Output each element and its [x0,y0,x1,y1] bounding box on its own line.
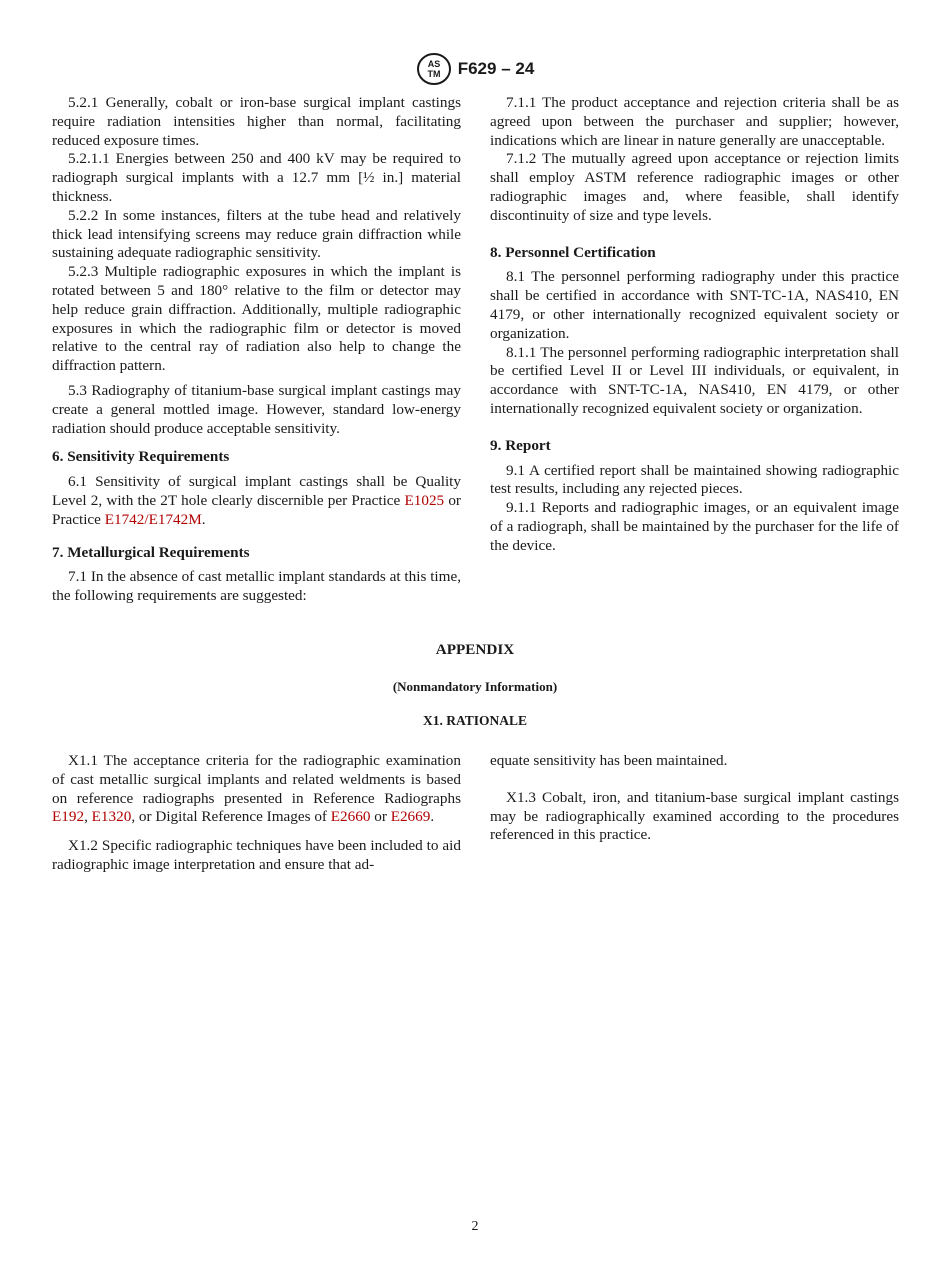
paragraph-x1-1-text-e: . [430,808,435,826]
page-number: 2 [471,1219,479,1234]
paragraph-5-2-1: 5.2.1 Generally, cobalt or iron-base surgical implant castings require radiation intensities higher than normal, facilitating reduced exposure times. [52,94,461,149]
paragraph-5-2-2: 5.2.2 In some instances, filters at the tube head and relatively thick lead intensifying screens may reduce grain diffraction while sustaining adequate radiographic sensitivity. [52,206,461,262]
paragraph-5-2-3: 5.2.3 Multiple radiographic exposures in which the implant is rotated between 5 and 180° relative to the film or detector may help reduce grain diffraction. Additionally, multiple radiographic exposures in which the radiographic film or detector is moved relative to the central ray of radiation also help to change the diffraction pattern. [52,263,461,375]
astm-logo-icon [416,52,452,86]
svg-text:AS: AS [427,59,440,69]
paragraph-6-1-text-b: or Practice [52,491,461,528]
link-e2669[interactable]: E2669 [390,808,431,826]
section-6-heading: 6. Sensitivity Requirements [52,448,230,466]
paragraph-x1-1 [52,752,461,827]
paragraph-7-1-1: 7.1.1 The product acceptance and rejection criteria shall be as agreed upon between the purchaser and supplier; however, indications which are linear in nature generally are unacceptable. [490,94,899,149]
section-8-heading: 8. Personnel Certification [490,243,656,261]
link-e1025[interactable]: E1025 [404,491,445,509]
link-e1320[interactable]: E1320 [91,808,132,826]
paragraph-x1-1-text-a: X1.1 The acceptance criteria for the radiographic examination of cast metallic surgical implants and related weldments is based on reference radiographs presented in Reference Radiographs [52,752,461,807]
paragraph-6-1-text-c: . [201,510,206,528]
paragraph-9-1: 9.1 A certified report shall be maintained showing radiographic test results, including any rejected pieces. [490,461,899,498]
appendix-left-column [52,752,461,875]
paragraph-6-1-text-a: 6.1 Sensitivity of surgical implant castings shall be Quality Level 2, with the 2T hole clearly discernible per Practice [52,473,461,509]
paragraph-9-1-1: 9.1.1 Reports and radiographic images, or an equivalent image of a radiograph, shall be maintained by the purchaser for the life of the device. [490,499,899,554]
appendix-title: APPENDIX [435,641,515,658]
page-header [0,52,950,86]
section-9-heading: 9. Report [490,436,551,454]
appendix-subtitle: (Nonmandatory Information) [392,679,558,694]
appendix-right-column [490,752,899,845]
appendix-x1-title: X1. RATIONALE [422,713,527,728]
standard-designation: F629 – 24 [457,59,535,78]
link-e192[interactable]: E192 [52,808,85,826]
link-e1742[interactable]: E1742/E1742M [104,510,202,528]
paragraph-8-1-1: 8.1.1 The personnel performing radiographic interpretation shall be certified Level II or Level III individuals, or equivalent, in accordance with SNT-TC-1A, NAS410, EN 4179, or other internationally recognized equivalent society or organization. [490,343,899,417]
left-column [52,94,461,606]
paragraph-x1-3: X1.3 Cobalt, iron, and titanium-base surgical implant castings may be radiographically examined according to the procedures referenced in this practice. [490,788,899,844]
paragraph-7-1: 7.1 In the absence of cast metallic implant standards at this time, the following requirements are suggested: [52,568,461,605]
paragraph-6-1 [52,473,461,529]
section-7-heading: 7. Metallurgical Requirements [52,543,250,561]
paragraph-x1-1-text-b: , [84,808,92,826]
paragraph-5-3: 5.3 Radiography of titanium-base surgical implant castings may create a general mottled image. However, standard low-energy radiation should produce acceptable sensitivity. [52,381,461,437]
paragraph-8-1: 8.1 The personnel performing radiography under this practice shall be certified in accordance with SNT-TC-1A, NAS410, EN 4179, or other internationally recognized equivalent society or organization. [490,268,899,342]
right-column [490,94,899,556]
svg-text:TM: TM [427,69,441,79]
paragraph-x1-1-text-c: , or Digital Reference Images of [131,808,331,826]
link-e2660[interactable]: E2660 [330,808,371,826]
paragraph-7-1-2: 7.1.2 The mutually agreed upon acceptance or rejection limits shall employ ASTM reference radiographic images or other radiographic images and, where feasible, shall identify discontinuity of size and type levels. [490,150,899,224]
paragraph-x1-1-text-d: or [370,808,391,826]
paragraph-x1-2-continued: equate sensitivity has been maintained. [490,752,728,769]
paragraph-x1-2: X1.2 Specific radiographic techniques have been included to aid radiographic image interpretation and ensure that ad- [52,837,461,873]
paragraph-5-2-1-1: 5.2.1.1 Energies between 250 and 400 kV may be required to radiograph surgical implants with a 12.7 mm [½ in.] material thickness. [52,150,461,205]
